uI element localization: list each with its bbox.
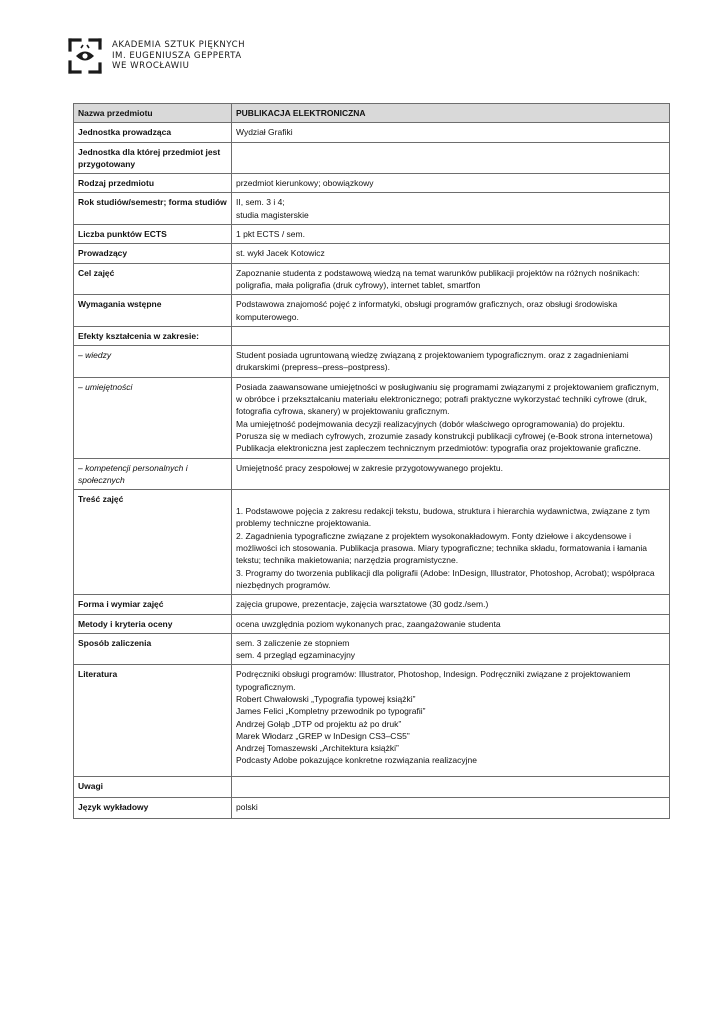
value-line: Robert Chwałowski „Typografia typowej książki” <box>236 693 416 704</box>
table-row <box>74 244 670 263</box>
table-row <box>74 490 670 595</box>
table-row <box>74 263 670 295</box>
header <box>66 34 245 78</box>
table-row <box>74 225 670 244</box>
row-label-language: Język wykładowy <box>74 797 232 818</box>
table-row <box>74 614 670 633</box>
row-label-skills: – umiejętności <box>74 377 232 458</box>
value-line: ocena uwzględnia poziom wykonanych prac, zaangażowanie studenta <box>236 618 501 629</box>
table-row <box>74 633 670 665</box>
row-value-year-semester <box>232 193 670 225</box>
value-line: studia magisterskie <box>236 209 309 220</box>
value-line: st. wykł Jacek Kotowicz <box>236 248 325 259</box>
row-label-credit: Sposób zaliczenia <box>74 633 232 665</box>
value-line: Andrzej Tomaszewski „Architektura książki” <box>236 743 399 754</box>
row-label-content: Treść zajęć <box>74 490 232 595</box>
value-line: Posiada zaawansowane umiejętności w posługiwaniu się programami związanymi z projektowaniem graficznym, w obróbce i przekształcaniu materiału elektronicznego; potrafi praktyczne wykorzystać techniki cyfrowe (druk, fotografia cyfrowa, skanery) w projektowaniu graficznym. <box>236 381 659 417</box>
row-value-course-type <box>232 174 670 193</box>
value-line: 1 pkt ECTS / sem. <box>236 229 305 240</box>
row-label-course-name: Nazwa przedmiotu <box>74 104 232 123</box>
value-line: Zapoznanie studenta z podstawową wiedzą na temat warunków publikacji projektów na różnych nośnikach: poligrafia, mała poligrafia (druk cyfrowy), internet tablet, smartfon <box>236 267 640 290</box>
value-line: James Felici „Kompletny przewodnik po typografii” <box>236 706 426 717</box>
row-value-learning-outcomes <box>232 326 670 345</box>
row-value-lecturer <box>232 244 670 263</box>
row-label-knowledge: – wiedzy <box>74 346 232 378</box>
row-label-course-type: Rodzaj przedmiotu <box>74 174 232 193</box>
row-value-competences <box>232 458 670 490</box>
row-value-credit <box>232 633 670 665</box>
academy-logo-icon <box>66 36 104 76</box>
value-line: 1. Podstawowe pojęcia z zakresu redakcji tekstu, budowa, struktura i hierarchia wydawnictwa, związane z tym problemy techniczne projektowania. <box>236 506 650 529</box>
row-value-prerequisites <box>232 295 670 327</box>
row-label-year-semester: Rok studiów/semestr; forma studiów <box>74 193 232 225</box>
row-value-language <box>232 797 670 818</box>
value-line: przedmiot kierunkowy; obowiązkowy <box>236 178 374 189</box>
row-label-competences: – kompetencji personalnych i społecznych <box>74 458 232 490</box>
value-line: polski <box>236 801 258 812</box>
institution-name-line: IM. EUGENIUSZA GEPPERTA <box>112 50 242 61</box>
table-row <box>74 797 670 818</box>
value-line: Podręczniki obsługi programów: Illustrator, Photoshop, Indesign. Podręczniki związane z projektowaniem typograficznym. <box>236 669 631 692</box>
row-label-lecturer: Prowadzący <box>74 244 232 263</box>
table-row <box>74 193 670 225</box>
row-value-content <box>232 490 670 595</box>
institution-name-line: AKADEMIA SZTUK PIĘKNYCH <box>112 40 246 51</box>
row-label-goal: Cel zajęć <box>74 263 232 295</box>
row-label-ects: Liczba punktów ECTS <box>74 225 232 244</box>
institution-name-line: WE WROCŁAWIU <box>112 61 190 72</box>
value-line: 2. Zagadnienia typograficzne związane z projektem wysokonakładowym. Fonty dziełowe i akcydensowe i możliwości ich stosowania. Publikacja prasowa. Miary typograficzne; technika składu, formatowania i łamania tekstu; technika makietowania; narzędzia programistyczne. <box>236 530 648 566</box>
table-row <box>74 346 670 378</box>
value-line: Publikacja elektroniczna jest zapleczem technicznym przedmiotów: typografia oraz projektowanie graficzne. <box>236 443 641 454</box>
value-line: zajęcia grupowe, prezentacje, zajęcia warsztatowe (30 godz./sem.) <box>236 599 489 610</box>
value-line: sem. 4 przegląd egzaminacyjny <box>236 650 356 661</box>
table-row <box>74 458 670 490</box>
value-line: PUBLIKACJA ELEKTRONICZNA <box>236 108 366 118</box>
row-value-course-name <box>232 104 670 123</box>
row-value-literature <box>232 665 670 776</box>
table-row <box>74 595 670 614</box>
value-line: II, sem. 3 i 4; <box>236 197 285 208</box>
institution-name <box>112 40 245 72</box>
value-line: Ma umiejętność podejmowania decyzji realizacyjnych (dobór właściwego oprogramowania) do projektu. <box>236 418 625 429</box>
row-value-knowledge <box>232 346 670 378</box>
value-line: Wydział Grafiki <box>236 127 293 138</box>
value-line: Andrzej Gołąb „DTP od projektu aż po druk” <box>236 718 402 729</box>
row-label-target-unit: Jednostka dla której przedmiot jest przygotowany <box>74 142 232 174</box>
table-row <box>74 174 670 193</box>
table-row <box>74 104 670 123</box>
value-line: 3. Programy do tworzenia publikacji dla poligrafii (Adobe: InDesign, Illustrator, Photoshop, Acrobat); współpraca niezbędnych programów. <box>236 567 655 590</box>
table-row <box>74 123 670 142</box>
table-row <box>74 776 670 797</box>
value-line: Porusza się w mediach cyfrowych, zrozumie zasady konstrukcji publikacji cyfrowej (e-Book strona internetowa) <box>236 430 653 441</box>
row-value-assessment <box>232 614 670 633</box>
row-label-learning-outcomes: Efekty kształcenia w zakresie: <box>74 326 232 345</box>
value-line: Marek Włodarz „GREP w InDesign CS3–CS5” <box>236 730 410 741</box>
row-value-goal <box>232 263 670 295</box>
row-label-unit: Jednostka prowadząca <box>74 123 232 142</box>
value-line: Podcasty Adobe pokazujące konkretne rozwiązania realizacyjne <box>236 755 477 766</box>
row-label-literature: Literatura <box>74 665 232 776</box>
value-line: Umiejętność pracy zespołowej w zakresie przygotowywanego projektu. <box>236 462 503 473</box>
row-label-notes: Uwagi <box>74 776 232 797</box>
value-line-spacer <box>236 767 665 773</box>
value-line: Podstawowa znajomość pojęć z informatyki, obsługi programów graficznych, oraz obsługi środowiska komputerowego. <box>236 299 618 322</box>
row-value-target-unit <box>232 142 670 174</box>
table-row <box>74 295 670 327</box>
value-line <box>236 493 665 505</box>
course-card-table <box>73 103 670 819</box>
row-value-form <box>232 595 670 614</box>
row-label-assessment: Metody i kryteria oceny <box>74 614 232 633</box>
table-row <box>74 665 670 776</box>
row-value-unit <box>232 123 670 142</box>
row-value-notes <box>232 776 670 797</box>
table-row <box>74 326 670 345</box>
row-label-prerequisites: Wymagania wstępne <box>74 295 232 327</box>
value-line: sem. 3 zaliczenie ze stopniem <box>236 637 350 648</box>
row-label-form: Forma i wymiar zajęć <box>74 595 232 614</box>
table-row <box>74 377 670 458</box>
row-value-skills <box>232 377 670 458</box>
row-value-ects <box>232 225 670 244</box>
value-line: Student posiada ugruntowaną wiedzę związaną z projektowaniem typograficznym. oraz z zagadnieniami drukarskimi (prepress–press–postpress). <box>236 350 629 373</box>
table-row <box>74 142 670 174</box>
